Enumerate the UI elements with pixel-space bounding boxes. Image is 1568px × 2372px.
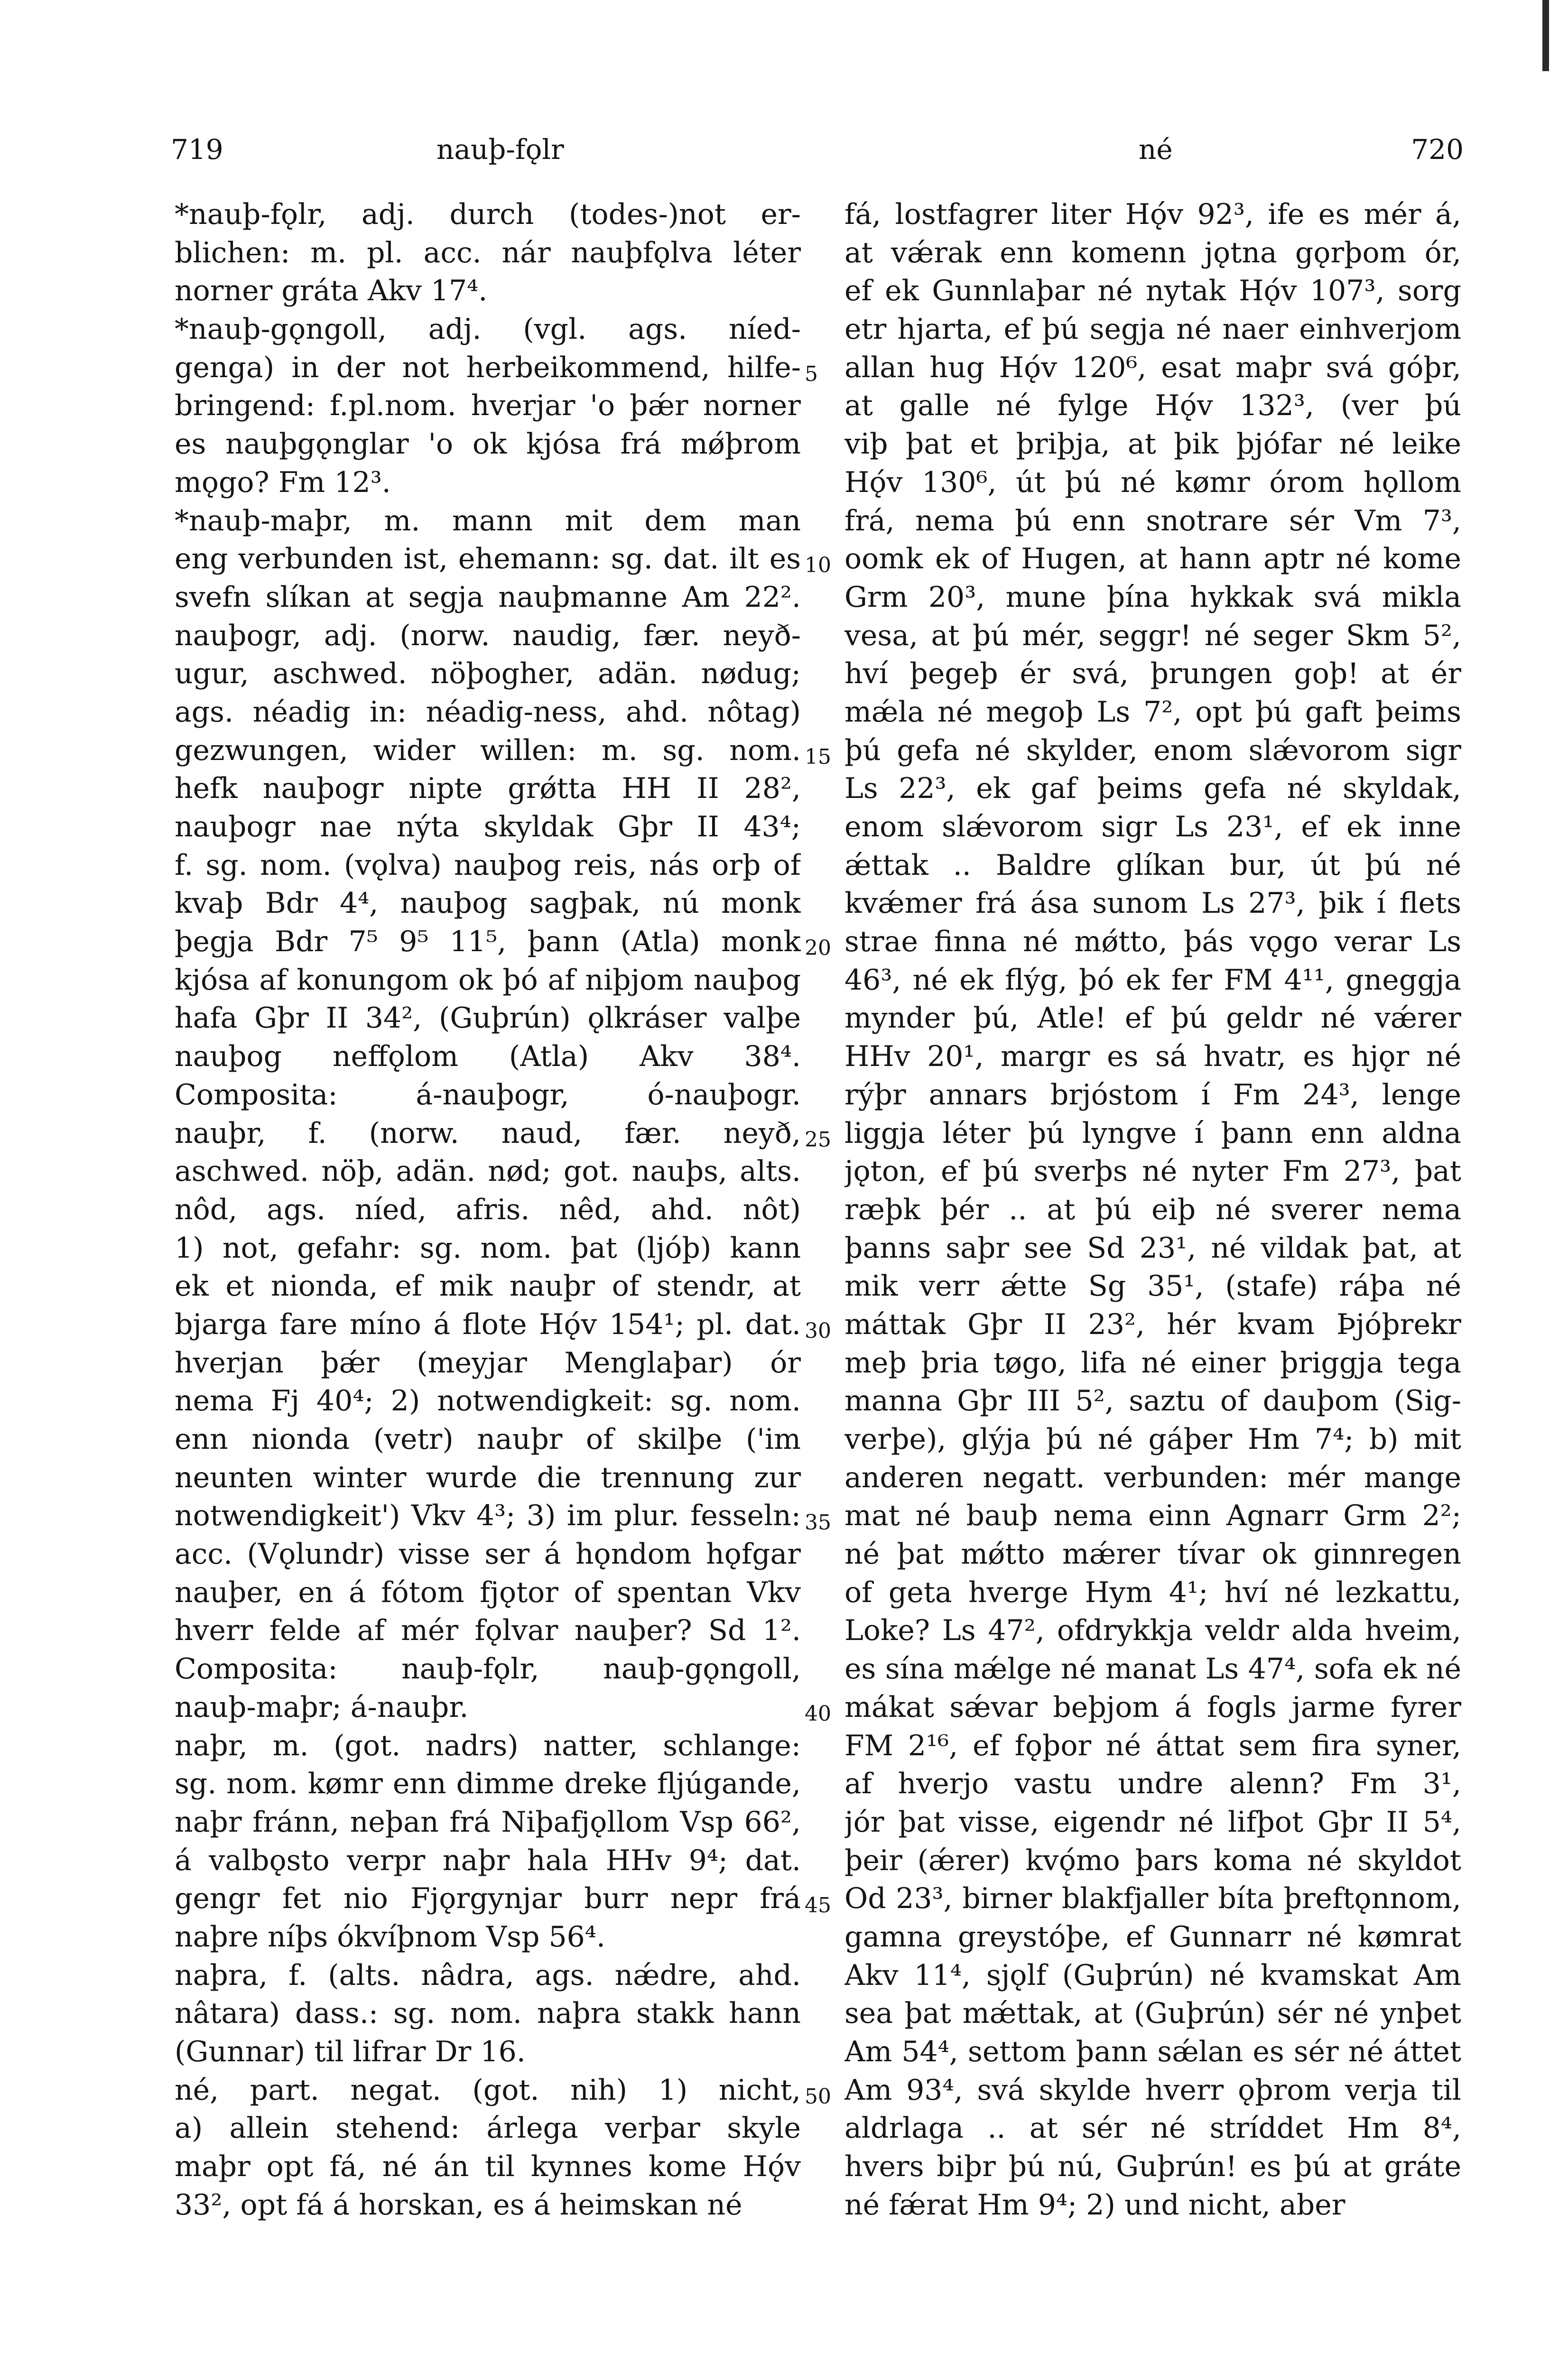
right-column-line: sea þat mǽttak, at (Guþrún) sér né ynþet (844, 1997, 1461, 2030)
right-column-line: ǽttak .. Baldre glíkan bur, út þú né (844, 848, 1461, 882)
right-column-line: máttak Gþr II 23², hér kvam Þjóþrekr (844, 1307, 1461, 1341)
left-column-line: svefn slíkan at segja nauþmanne Am 22². (175, 580, 801, 614)
left-column-line: ek et nionda, ef mik nauþr of stendr, at (175, 1269, 801, 1303)
left-column-line: genga) in der not herbeikommend, hilfe- (175, 351, 801, 384)
left-column-line: þegja Bdr 7⁵ 9⁵ 11⁵, þann (Atla) monk (175, 925, 801, 959)
left-column-line: *nauþ-gǫngoll, adj. (vgl. ags. níed- (175, 313, 801, 346)
right-column-line: mynder þú, Atle! ef þú geldr né vǽrer (844, 1001, 1461, 1035)
left-column-line: neunten winter wurde die trennung zur (175, 1461, 801, 1494)
right-column-line: gamna greystóþe, ef Gunnarr né kømrat (844, 1920, 1461, 1954)
line-number: 10 (805, 553, 831, 578)
left-column-line: naþr, m. (got. nadrs) natter, schlange: (175, 1729, 801, 1762)
left-column-line: norner gráta Akv 17⁴. (175, 274, 488, 308)
left-column-line: né, part. negat. (got. nih) 1) nicht, (175, 2073, 801, 2107)
left-column-line: notwendigkeit') Vkv 4³; 3) im plur. fesseln: (175, 1499, 801, 1533)
left-column (175, 195, 801, 2368)
left-column-line: 33², opt fá á horskan, es á heimskan né (175, 2188, 742, 2222)
right-column-line: hví þegeþ ér svá, þrungen goþ! at ér (844, 657, 1461, 691)
right-column-line: Od 23³, birner blakfjaller bíta þreftǫnnom, (844, 1882, 1461, 1916)
right-column-line: mat né bauþ nema einn Agnarr Grm 2²; (844, 1499, 1461, 1533)
right-column-line: allan hug Hǫ́v 120⁶, esat maþr svá góþr, (844, 351, 1461, 384)
left-column-line: *nauþ-maþr, m. mann mit dem man (175, 504, 801, 537)
right-column-line: þanns saþr see Sd 23¹, né vildak þat, at (844, 1231, 1461, 1265)
left-column-line: nâtara) dass.: sg. nom. naþra stakk hann (175, 1997, 801, 2030)
corner-mark (1542, 0, 1549, 71)
right-column-line: oomk ek of Hugen, at hann aptr né kome (844, 542, 1461, 576)
right-column-line: enom slǽvorom sigr Ls 23¹, ef ek inne (844, 810, 1461, 843)
right-column-line: ræþk þér .. at þú eiþ né sverer nema (844, 1193, 1461, 1226)
right-column-line: jór þat visse, eigendr né lifþot Gþr II 5⁴, (844, 1805, 1461, 1839)
right-column-line: kvǽmer frá ása sunom Ls 27³, þik í flets (844, 887, 1461, 920)
left-column-line: nauþer, en á fótom fjǫtor of spentan Vkv (175, 1575, 801, 1609)
left-page-number: 719 (171, 133, 223, 166)
right-column-line: Am 54⁴, settom þann sǽlan es sér né áttet (844, 2035, 1461, 2068)
left-column-line: Composita: á-nauþogr, ó-nauþogr. (175, 1078, 801, 1112)
right-column-line: manna Gþr III 5², saztu of dauþom (Sig- (844, 1384, 1461, 1418)
right-guide-word: né (1139, 133, 1173, 166)
left-column-line: bringend: f.pl.nom. hverjar 'o þǽr norner (175, 389, 801, 423)
right-column-line: rýþr annars brjóstom í Fm 24³, lenge (844, 1078, 1461, 1112)
left-column-line: naþre níþs ókvíþnom Vsp 56⁴. (175, 1920, 605, 1954)
right-column (844, 195, 1461, 2368)
left-column-line: nauþogr nae nýta skyldak Gþr II 43⁴; (175, 810, 801, 843)
left-guide-word: nauþ-fǫlr (436, 133, 564, 166)
right-column-line: at galle né fylge Hǫ́v 132³, (ver þú (844, 389, 1461, 423)
left-column-line: naþra, f. (alts. nâdra, ags. nǽdre, ahd. (175, 1958, 801, 1992)
left-column-line: nôd, ags. níed, afris. nêd, ahd. nôt) (175, 1193, 801, 1226)
line-number: 50 (805, 2085, 831, 2109)
left-column-line: blichen: m. pl. acc. nár nauþfǫlva léter (175, 236, 801, 269)
left-column-line: mǫgo? Fm 12³. (175, 465, 391, 499)
left-column-line: ags. néadig in: néadig-ness, ahd. nôtag) (175, 695, 801, 729)
line-number: 40 (805, 1702, 831, 1726)
left-column-line: nema Fj 40⁴; 2) notwendigkeit: sg. nom. (175, 1384, 801, 1418)
left-column-line: *nauþ-fǫlr, adj. durch (todes-)not er- (175, 198, 801, 231)
right-column-line: at vǽrak enn komenn jǫtna gǫrþom ór, (844, 236, 1461, 269)
left-column-line: nauþ-maþr; á-nauþr. (175, 1690, 469, 1724)
right-column-line: þú gefa né skylder, enom slǽvorom sigr (844, 733, 1461, 767)
left-column-line: hafa Gþr II 34², (Guþrún) ǫlkráser valþe (175, 1001, 801, 1035)
line-number: 20 (805, 936, 831, 961)
left-column-line: hefk nauþogr nipte grǿtta HH II 28², (175, 772, 801, 806)
left-column-line: gezwungen, wider willen: m. sg. nom. (175, 733, 801, 767)
right-column-line: Loke? Ls 47², ofdrykkja veldr alda hveim, (844, 1614, 1461, 1648)
left-column-line: (Gunnar) til lifrar Dr 16. (175, 2035, 526, 2068)
right-column-line: jǫton, ef þú sverþs né nyter Fm 27³, þat (844, 1155, 1461, 1188)
right-column-line: né fǽrat Hm 9⁴; 2) und nicht, aber (844, 2188, 1345, 2222)
right-column-line: mákat sǽvar beþjom á fogls jarme fyrer (844, 1690, 1461, 1724)
left-column-line: hverjan þǽr (meyjar Menglaþar) ór (175, 1346, 801, 1380)
right-column-line: þeir (ǽrer) kvǫ́mo þars koma né skyldot (844, 1844, 1461, 1877)
right-column-line: mik verr ǽtte Sg 35¹, (stafe) ráþa né (844, 1269, 1461, 1303)
right-column-line: Am 93⁴, svá skylde hverr ǫþrom verja til (844, 2073, 1461, 2107)
right-column-line: 46³, né ek flýg, þó ek fer FM 4¹¹, gneggja (844, 963, 1461, 997)
left-column-line: naþr fránn, neþan frá Niþafjǫllom Vsp 66², (175, 1805, 801, 1839)
right-column-line: vesa, at þú mér, seggr! né seger Skm 5², (844, 619, 1461, 652)
running-header (171, 128, 1464, 171)
right-column-line: Grm 20³, mune þína hykkak svá mikla (844, 580, 1461, 614)
left-column-line: nauþr, f. (norw. naud, fær. neyð, (175, 1116, 801, 1150)
line-number: 45 (805, 1893, 831, 1918)
right-column-line: etr hjarta, ef þú segja né naer einhverjom (844, 313, 1461, 346)
right-column-line: frá, nema þú enn snotrare sér Vm 7³, (844, 504, 1461, 537)
left-column-line: a) allein stehend: árlega verþar skyle (175, 2112, 801, 2145)
right-column-line: viþ þat et þriþja, at þik þjófar né leike (844, 427, 1461, 461)
right-page-number: 720 (1411, 133, 1464, 166)
line-number: 15 (805, 744, 831, 769)
right-column-line: hvers biþr þú nú, Guþrún! es þú at gráte (844, 2150, 1461, 2184)
right-column-line: anderen negatt. verbunden: mér mange (844, 1461, 1461, 1494)
left-column-line: nauþog neffǫlom (Atla) Akv 38⁴. (175, 1040, 801, 1074)
right-column-line: Hǫ́v 130⁶, út þú né kømr órom hǫllom (844, 465, 1461, 499)
right-column-line: FM 2¹⁶, ef fǫþor né áttat sem fira syner, (844, 1729, 1461, 1762)
left-column-line: 1) not, gefahr: sg. nom. þat (ljóþ) kann (175, 1231, 801, 1265)
line-number: 5 (805, 361, 818, 386)
left-column-line: acc. (Vǫlundr) visse ser á hǫndom hǫfgar (175, 1538, 801, 1571)
left-column-line: kvaþ Bdr 4⁴, nauþog sagþak, nú monk (175, 887, 801, 920)
left-column-line: es nauþgǫnglar 'o ok kjósa frá mǿþrom (175, 427, 801, 461)
left-column-line: aschwed. nöþ, adän. nød; got. nauþs, alts. (175, 1155, 801, 1188)
right-column-line: verþe), glýja þú né gáþer Hm 7⁴; b) mit (844, 1423, 1461, 1456)
line-number: 25 (805, 1127, 831, 1152)
right-column-line: Akv 11⁴, sjǫlf (Guþrún) né kvamskat Am (844, 1958, 1461, 1992)
right-column-line: aldrlaga .. at sér né stríddet Hm 8⁴, (844, 2112, 1461, 2145)
left-column-line: maþr opt fá, né án til kynnes kome Hǫ́v (175, 2150, 801, 2184)
right-column-line: af hverjo vastu undre alenn? Fm 3¹, (844, 1767, 1461, 1801)
right-column-line: strae finna né mǿtto, þás vǫgo verar Ls (844, 925, 1461, 959)
line-number: 35 (805, 1510, 831, 1535)
right-column-line: ef ek Gunnlaþar né nytak Hǫ́v 107³, sorg (844, 274, 1461, 308)
right-column-line: Ls 22³, ek gaf þeims gefa né skyldak, (844, 772, 1461, 806)
left-column-line: Composita: nauþ-fǫlr, nauþ-gǫngoll, (175, 1652, 801, 1686)
left-column-line: á valbǫsto verpr naþr hala HHv 9⁴; dat. (175, 1844, 801, 1877)
right-column-line: meþ þria tøgo, lifa né einer þriggja tega (844, 1346, 1461, 1380)
right-column-line: es sína mǽlge né manat Ls 47⁴, sofa ek né (844, 1652, 1461, 1686)
left-column-line: sg. nom. kømr enn dimme dreke fljúgande, (175, 1767, 801, 1801)
left-column-line: f. sg. nom. (vǫlva) nauþog reis, nás orþ of (175, 848, 801, 882)
left-column-line: ugur, aschwed. nöþogher, adän. nødug; (175, 657, 801, 691)
right-column-line: liggja léter þú lyngve í þann enn aldna (844, 1116, 1461, 1150)
line-number: 30 (805, 1319, 831, 1344)
left-column-line: hverr felde af mér fǫlvar nauþer? Sd 1². (175, 1614, 801, 1648)
right-column-line: of geta hverge Hym 4¹; hví né lezkattu, (844, 1575, 1461, 1609)
left-column-line: eng verbunden ist, ehemann: sg. dat. ilt es (175, 542, 801, 576)
right-column-line: né þat mǿtto mǽrer tívar ok ginnregen (844, 1538, 1461, 1571)
right-column-line: fá, lostfagrer liter Hǫ́v 92³, ife es mér á, (844, 198, 1461, 231)
left-column-line: gengr fet nio Fjǫrgynjar burr nepr frá (175, 1882, 801, 1916)
left-column-line: nauþogr, adj. (norw. naudig, fær. neyð- (175, 619, 801, 652)
left-column-line: enn nionda (vetr) nauþr of skilþe ('im (175, 1423, 801, 1456)
left-column-line: kjósa af konungom ok þó af niþjom nauþog (175, 963, 801, 997)
right-column-line: HHv 20¹, margr es sá hvatr, es hjǫr né (844, 1040, 1461, 1074)
right-column-line: mǽla né megoþ Ls 7², opt þú gaft þeims (844, 695, 1461, 729)
left-column-line: bjarga fare míno á flote Hǫ́v 154¹; pl. dat. (175, 1307, 801, 1341)
